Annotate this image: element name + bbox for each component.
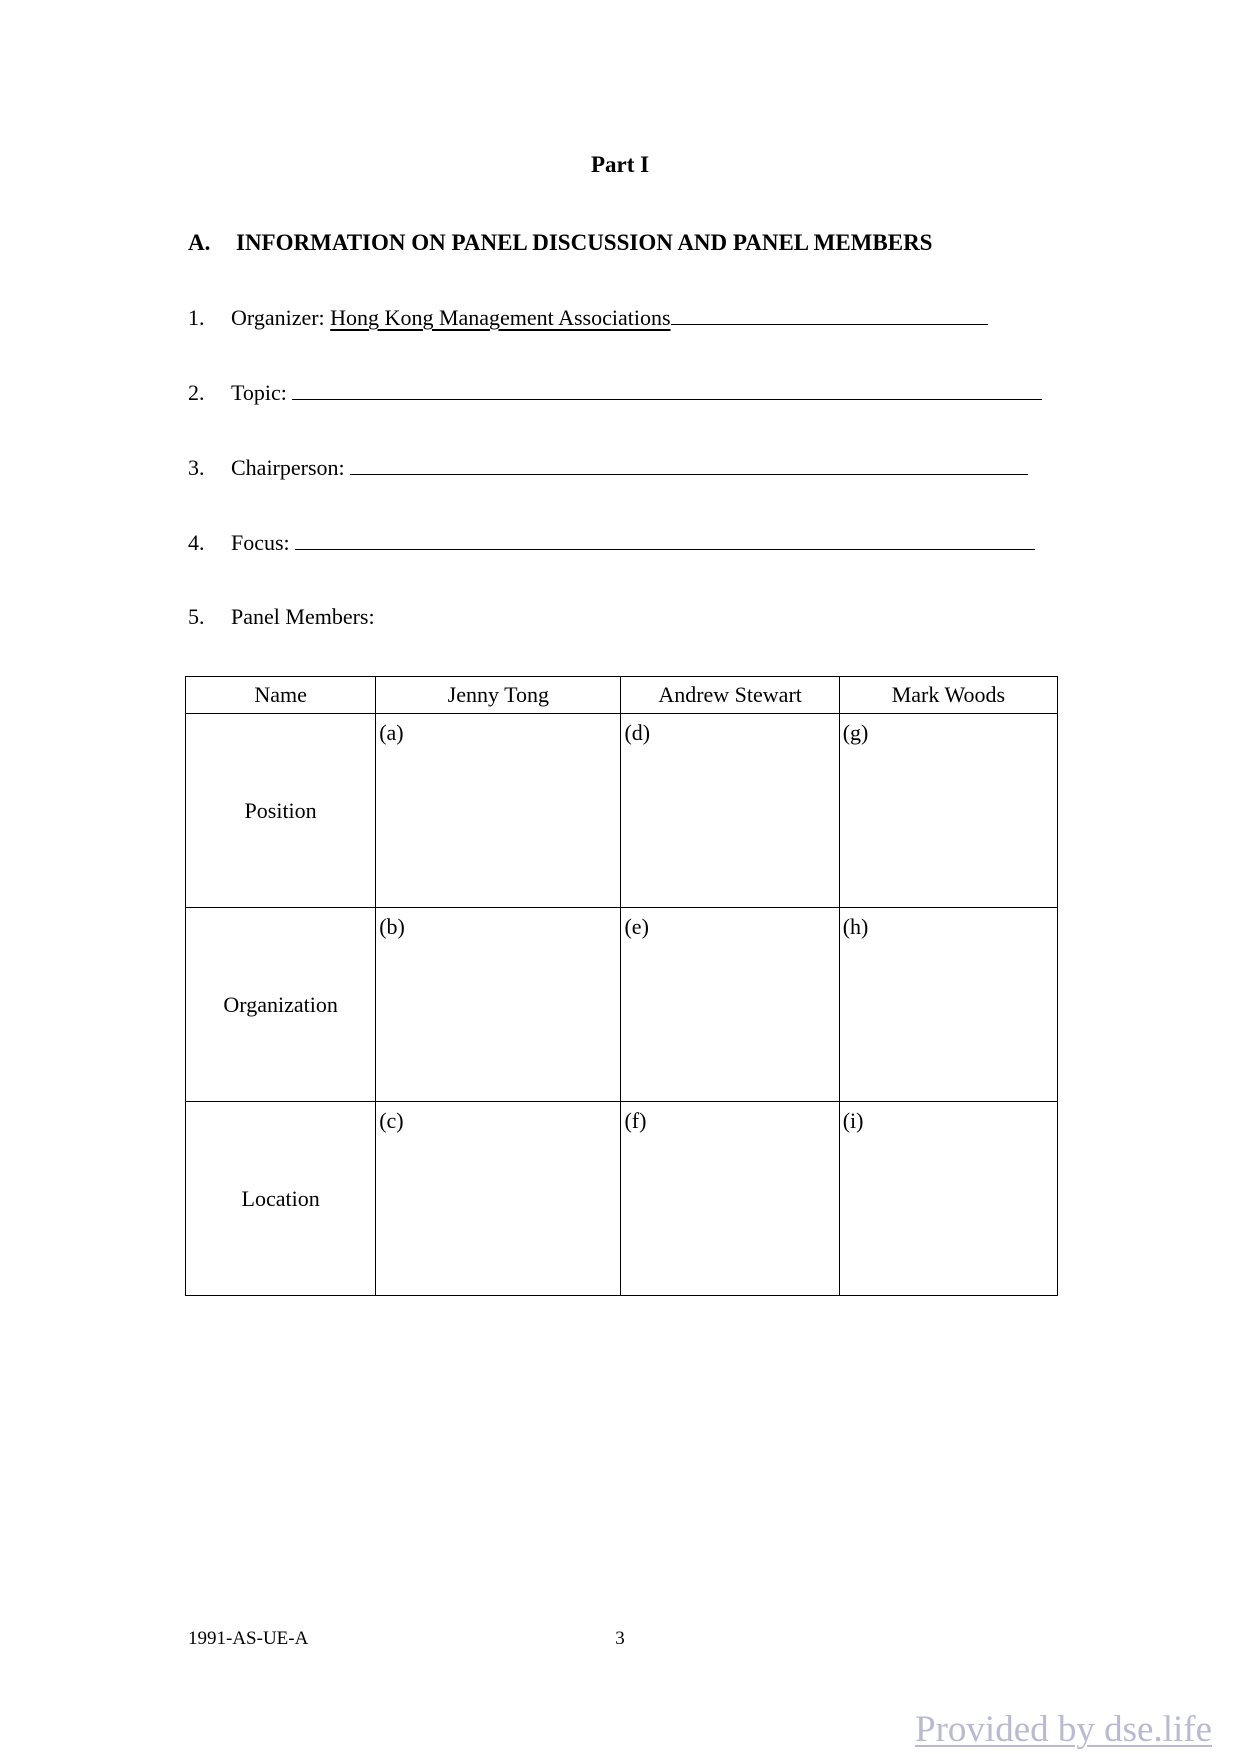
page-number: 3 — [615, 1628, 625, 1649]
table-row — [186, 714, 1058, 908]
focus-blank-line[interactable] — [295, 527, 1035, 550]
field-number: 5. — [188, 604, 205, 629]
chairperson-label: Chairperson: — [231, 455, 345, 480]
part-title: Part I — [590, 152, 650, 177]
answer-cell[interactable]: (c) — [376, 1102, 621, 1296]
field-number: 1. — [188, 305, 205, 330]
focus-field — [188, 527, 1035, 558]
header-name: Name — [186, 677, 376, 714]
row-label-organization: Organization — [186, 908, 376, 1102]
answer-cell[interactable]: (i) — [839, 1102, 1057, 1296]
footer-paper-code: 1991-AS-UE-A — [188, 1628, 309, 1649]
field-number: 3. — [188, 455, 205, 480]
panel-members-label: Panel Members: — [231, 604, 375, 629]
panel-members-table — [185, 676, 1058, 1296]
organizer-label: Organizer: — [231, 305, 325, 330]
table-row — [186, 908, 1058, 1102]
header-member: Andrew Stewart — [621, 677, 839, 714]
watermark-link[interactable]: Provided by dse.life — [915, 1709, 1212, 1750]
section-heading — [188, 230, 932, 256]
answer-cell[interactable]: (b) — [376, 908, 621, 1102]
section-letter: A. — [188, 230, 211, 255]
answer-cell[interactable]: (e) — [621, 908, 839, 1102]
answer-cell[interactable]: (g) — [839, 714, 1057, 908]
field-number: 2. — [188, 380, 205, 405]
panel-members-field — [188, 602, 375, 632]
answer-cell[interactable]: (f) — [621, 1102, 839, 1296]
focus-label: Focus: — [231, 530, 290, 555]
field-number: 4. — [188, 530, 205, 555]
organizer-value: Hong Kong Management Associations — [330, 305, 671, 330]
topic-field — [188, 377, 1042, 408]
table-row — [186, 1102, 1058, 1296]
answer-cell[interactable]: (d) — [621, 714, 839, 908]
row-label-position: Position — [186, 714, 376, 908]
header-member: Jenny Tong — [376, 677, 621, 714]
table-header-row — [186, 677, 1058, 714]
organizer-blank-line[interactable] — [671, 302, 988, 325]
row-label-location: Location — [186, 1102, 376, 1296]
answer-cell[interactable]: (h) — [839, 908, 1057, 1102]
organizer-field — [188, 302, 988, 333]
header-member: Mark Woods — [839, 677, 1057, 714]
topic-blank-line[interactable] — [292, 377, 1042, 400]
chairperson-blank-line[interactable] — [350, 452, 1028, 475]
answer-cell[interactable]: (a) — [376, 714, 621, 908]
topic-label: Topic: — [231, 380, 287, 405]
chairperson-field — [188, 452, 1028, 483]
section-title: INFORMATION ON PANEL DISCUSSION AND PANEL MEMBERS — [236, 230, 933, 255]
